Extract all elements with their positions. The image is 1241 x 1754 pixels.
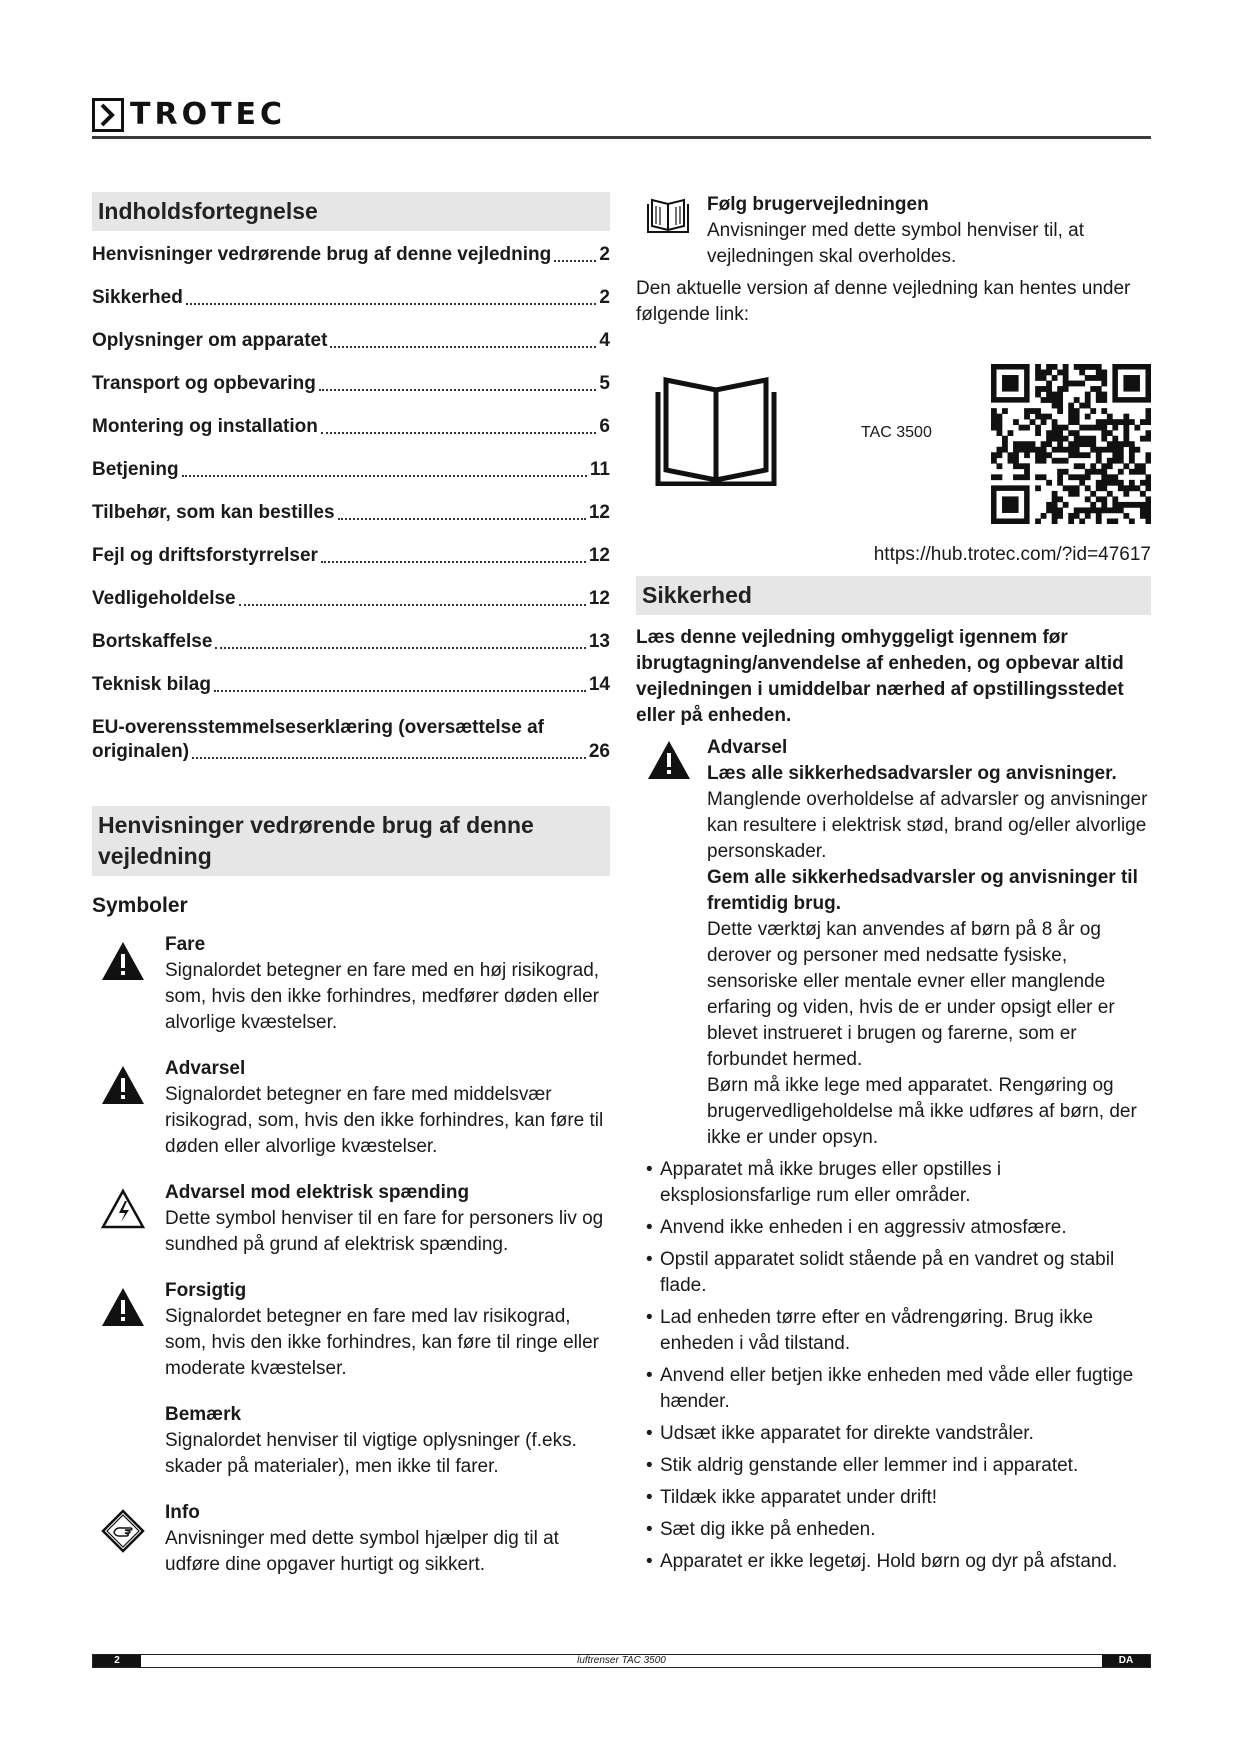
trotec-chevron-icon (92, 98, 124, 132)
open-book-icon (646, 196, 690, 234)
warning-triangle-icon (100, 1064, 146, 1110)
list-item: • Anvend ikke enheden i en aggressiv atmosfære. (636, 1215, 1151, 1241)
symbol-entry-elektrisk: Advarsel mod elektrisk spænding Dette symbol henviser til en fare for personers liv og sundhed på grund af elektrisk spænding. (92, 1180, 610, 1258)
toc-entry[interactable]: Fejl og driftsforstyrrelser 12 (92, 545, 610, 566)
safety-bullet-list (636, 1157, 1151, 1575)
left-column (92, 192, 610, 1598)
language-badge: DA (1102, 1655, 1150, 1667)
symbol-entry-advarsel: Advarsel Signalordet betegner en fare med middelsvær risikograd, som, hvis den ikke forhindres, kan føre til døden eller alvorlige kvæstelser. (92, 1056, 610, 1160)
warning-triangle-icon (100, 940, 146, 986)
list-item: • Apparatet er ikke legetøj. Hold børn og dyr på afstand. (636, 1549, 1151, 1575)
symbol-entry-fare: Fare Signalordet betegner en fare med en høj risikograd, som, hvis den ikke forhindres, medfører døden eller alvorlige kvæstelser. (92, 932, 610, 1036)
download-text: Den aktuelle version af denne vejledning kan hentes under følgende link: (636, 278, 1131, 325)
manual-book-icon (654, 376, 778, 486)
manual-note: Følg brugervejledningen Anvisninger med dette symbol henviser til, at vejledningen skal overholdes. (636, 192, 1151, 270)
toc-entry[interactable]: Betjening 11 (92, 459, 610, 480)
page-number: 2 (93, 1655, 141, 1667)
list-item: • Opstil apparatet solidt stående på en vandret og stabil flade. (636, 1247, 1151, 1299)
warning-triangle-icon (646, 739, 690, 777)
list-item: • Lad enheden tørre efter en vådrengøring. Brug ikke enheden i våd tilstand. (636, 1305, 1151, 1357)
header-rule (92, 136, 1151, 139)
toc-entry[interactable]: Tilbehør, som kan bestilles 12 (92, 502, 610, 523)
symbols-heading: Symboler (92, 894, 188, 917)
list-item: • Stik aldrig genstande eller lemmer ind i apparatet. (636, 1453, 1151, 1479)
footer-title: luftrenser TAC 3500 (577, 1655, 666, 1666)
symbol-entry-bemaerk: Bemærk Signalordet henviser til vigtige oplysninger (f.eks. skader på materialer), men ikke til farer. (165, 1404, 577, 1477)
list-item: • Tildæk ikke apparatet under drift! (636, 1485, 1151, 1511)
warning-triangle-icon (100, 1286, 146, 1332)
toc-entry[interactable]: Oplysninger om apparatet 4 (92, 330, 610, 351)
toc-entry[interactable]: Henvisninger vedrørende brug af denne vejledning 2 (92, 244, 610, 265)
trotec-logo (92, 98, 286, 132)
list-item: • Udsæt ikke apparatet for direkte vandstråler. (636, 1421, 1151, 1447)
list-item: • Sæt dig ikke på enheden. (636, 1517, 1151, 1543)
toc-entry[interactable]: Transport og opbevaring 5 (92, 373, 610, 394)
page-header (92, 96, 1151, 140)
toc-entry[interactable]: Montering og installation 6 (92, 416, 610, 437)
toc-heading: Indholdsfortegnelse (92, 192, 610, 231)
toc-entry[interactable]: Bortskaffelse 13 (92, 631, 610, 652)
symbol-entry-info: Info Anvisninger med dette symbol hjælper dig til at udføre dine opgaver hurtigt og sikkert. (92, 1500, 610, 1578)
toc-entry[interactable]: Teknisk bilag 14 (92, 674, 610, 695)
qr-code-icon[interactable] (991, 364, 1151, 524)
right-column (636, 192, 1151, 1581)
toc-entry[interactable]: Vedligeholdelse 12 (92, 588, 610, 609)
page-footer (92, 1654, 1151, 1668)
safety-warning: Advarsel Læs alle sikkerhedsadvarsler og anvisninger. Manglende overholdelse af advarsler og anvisninger kan resultere i elektrisk stød, brand og/eller alvorlige personskader. Gem alle sikkerhedsadvarsler og anvisninger til fremtidig brug. Dette værktøj kan anvendes af børn på 8 år og derover og personer med nedsatte fysiske, sensoriske eller mentale evner eller manglende erfaring og viden, hvis de er under opsigt eller er blevet instrueret i brugen og farerne, som er forbundet hermed. Børn må ikke lege med apparatet. Rengøring og brugervedligeholdelse må ikke udføres af børn, der ikke er under opsyn. (636, 735, 1151, 1151)
table-of-contents (92, 243, 610, 764)
toc-entry[interactable]: EU-overensstemmelseserklæring (oversættelse af originalen) 26 (92, 717, 610, 762)
brand-name: TROTEC (130, 97, 287, 132)
electric-voltage-icon (100, 1188, 146, 1234)
info-hand-icon (100, 1508, 146, 1554)
model-label: TAC 3500 (861, 424, 932, 441)
usage-heading: Henvisninger vedrørende brug af denne vejledning (92, 806, 610, 876)
symbol-entry-forsigtig: Forsigtig Signalordet betegner en fare med lav risikograd, som, hvis den ikke forhindres, kan føre til ringe eller moderate kvæstelser. (92, 1278, 610, 1382)
list-item: • Apparatet må ikke bruges eller opstilles i eksplosionsfarlige rum eller områder. (636, 1157, 1151, 1209)
safety-heading: Sikkerhed (636, 576, 1151, 615)
download-url[interactable]: https://hub.trotec.com/?id=47617 (873, 544, 1151, 565)
toc-entry[interactable]: Sikkerhed 2 (92, 287, 610, 308)
safety-intro: Læs denne vejledning omhyggeligt igennem før ibrugtagning/anvendelse af enheden, og opbevar altid vejledningen i umiddelbar nærhed af opstillingsstedet eller på enheden. (636, 627, 1124, 726)
download-block (636, 344, 1151, 504)
list-item: • Anvend eller betjen ikke enheden med våde eller fugtige hænder. (636, 1363, 1151, 1415)
